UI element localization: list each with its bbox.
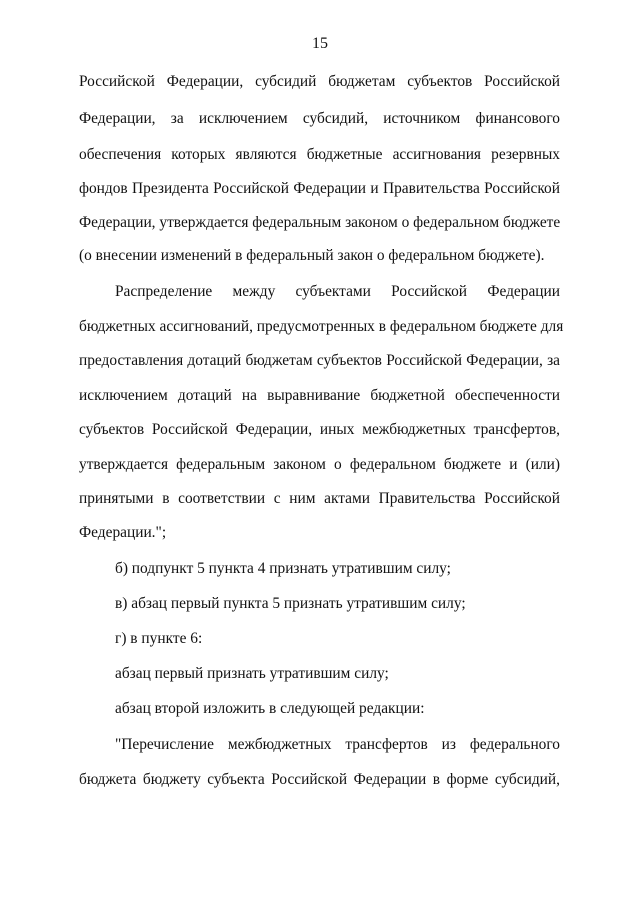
text-line: (о внесении изменений в федеральный закон о федеральном бюджете). [79,247,545,264]
text-line: исключением дотаций на выравнивание бюджетной обеспеченности [79,387,560,404]
text-line: Федерации."; [79,524,167,541]
text-line: обеспечения которых являются бюджетные ассигнования резервных [79,146,560,163]
text-line: принятыми в соответствии с ним актами Правительства Российской [79,490,560,507]
text-line: фондов Президента Российской Федерации и Правительства Российской [79,180,560,197]
text-line: в) абзац первый пункта 5 признать утратившим силу; [115,595,466,612]
text-line: "Перечисление межбюджетных трансфертов из федерального [115,736,560,753]
text-line: субъектов Российской Федерации, иных межбюджетных трансфертов, [79,421,560,438]
text-line: б) подпункт 5 пункта 4 признать утратившим силу; [115,560,451,577]
text-line: Распределение между субъектами Российской Федерации [115,283,560,300]
text-line: абзац второй изложить в следующей редакции: [115,700,425,717]
text-line: бюджетных ассигнований, предусмотренных в федеральном бюджете для [79,318,564,335]
text-line: утверждается федеральным законом о федеральном бюджете и (или) [79,456,560,473]
text-line: предоставления дотаций бюджетам субъектов Российской Федерации, за [79,352,560,369]
text-line: бюджета бюджету субъекта Российской Федерации в форме субсидий, [79,771,560,788]
text-line: Федерации, утверждается федеральным законом о федеральном бюджете [79,214,561,231]
text-line: Российской Федерации, субсидий бюджетам субъектов Российской [79,73,560,90]
page-number: 15 [312,35,328,52]
text-line: Федерации, за исключением субсидий, источником финансового [79,110,560,127]
text-line: г) в пункте 6: [115,630,203,647]
text-line: абзац первый признать утратившим силу; [115,665,389,682]
